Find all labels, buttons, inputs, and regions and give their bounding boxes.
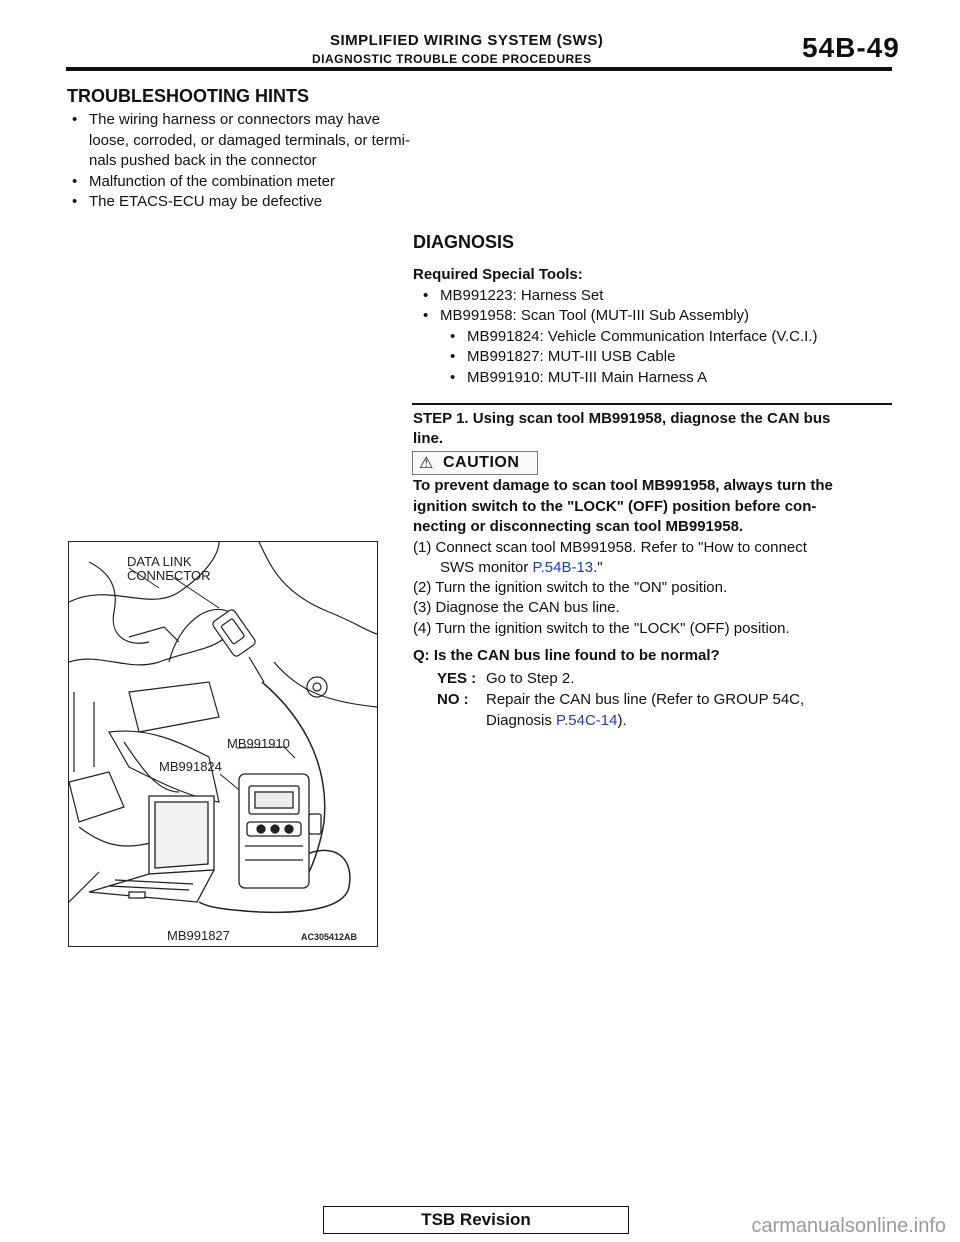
page-link-54b-13[interactable]: P.54B-13 xyxy=(532,559,594,576)
tool-text: MB991958: Scan Tool (MUT-III Sub Assembly) xyxy=(440,307,750,324)
bullet-icon: • xyxy=(423,307,429,324)
yes-text: Go to Step 2. xyxy=(486,670,575,687)
vci-unit xyxy=(239,774,321,888)
question: Q: Is the CAN bus line found to be normal? xyxy=(413,647,720,664)
caution-line: To prevent damage to scan tool MB991958, always turn the xyxy=(413,477,833,494)
dlc-connector xyxy=(211,608,264,682)
hint-item xyxy=(72,172,335,193)
page-link-54c-14[interactable]: P.54C-14 xyxy=(556,712,618,729)
hint-item xyxy=(72,110,410,172)
label-mb991910: MB991910 xyxy=(227,736,290,751)
bullet-icon: • xyxy=(423,287,429,304)
hint-line: nals pushed back in the connector xyxy=(89,152,317,169)
dashboard-lines xyxy=(69,542,377,902)
tsb-revision-box xyxy=(323,1206,629,1234)
yes-label: YES : xyxy=(437,670,477,687)
figure-code: AC305412AB xyxy=(301,932,358,942)
hint-line: The ETACS-ECU may be defective xyxy=(89,193,323,210)
subtool-item xyxy=(450,347,676,368)
instruction-2: (2) Turn the ignition switch to the "ON" position. xyxy=(413,579,728,596)
troubleshooting-heading: TROUBLESHOOTING HINTS xyxy=(67,86,309,106)
header-rule xyxy=(66,67,892,71)
instruction-4: (4) Turn the ignition switch to the "LOCK" (OFF) position. xyxy=(413,620,790,637)
instruction-3: (3) Diagnose the CAN bus line. xyxy=(413,599,620,616)
tool-item xyxy=(423,306,750,327)
label-mb991827: MB991827 xyxy=(167,928,230,943)
warning-icon: ⚠ xyxy=(419,455,434,472)
bullet-icon: • xyxy=(72,193,78,210)
no-text: ). xyxy=(617,712,627,729)
diagnosis-heading: DIAGNOSIS xyxy=(413,232,515,252)
section-subtitle: DIAGNOSTIC TROUBLE CODE PROCEDURES xyxy=(312,52,592,66)
connection-diagram xyxy=(68,541,378,947)
instruction-text: ." xyxy=(593,559,603,576)
caution-label: CAUTION xyxy=(443,454,520,471)
subtool-item xyxy=(450,368,708,389)
label-data-link: DATA LINK xyxy=(127,554,192,569)
no-text: Diagnosis xyxy=(486,712,557,729)
bullet-icon: • xyxy=(450,328,456,345)
hint-item xyxy=(72,192,323,213)
bullet-icon: • xyxy=(72,111,78,128)
bullet-icon: • xyxy=(450,348,456,365)
instruction-1: (1) Connect scan tool MB991958. Refer to "How to connect xyxy=(413,539,807,556)
page-code: 54B-49 xyxy=(802,32,900,63)
tsb-revision-label: TSB Revision xyxy=(421,1210,531,1229)
bullet-icon: • xyxy=(72,173,78,190)
no-label: NO : xyxy=(437,691,469,708)
tools-label: Required Special Tools: xyxy=(413,266,583,283)
subtool-item xyxy=(450,327,818,348)
tool-text: MB991910: MUT-III Main Harness A xyxy=(467,369,708,386)
watermark: carmanualsonline.info xyxy=(751,1215,946,1237)
section-title: SIMPLIFIED WIRING SYSTEM (SWS) xyxy=(330,32,604,49)
no-text: Repair the CAN bus line (Refer to GROUP 54C, xyxy=(486,691,805,708)
caution-line: necting or disconnecting scan tool MB991958. xyxy=(413,518,744,535)
tool-text: MB991827: MUT-III USB Cable xyxy=(467,348,676,365)
hint-line: Malfunction of the combination meter xyxy=(89,173,335,190)
instruction-1-cont xyxy=(440,558,603,579)
step-title-line: line. xyxy=(413,430,444,447)
tool-item xyxy=(423,286,604,307)
tool-text: MB991824: Vehicle Communication Interface (V.C.I.) xyxy=(467,328,818,345)
instruction-text: SWS monitor xyxy=(440,559,533,576)
step-title-line: STEP 1. Using scan tool MB991958, diagnose the CAN bus xyxy=(413,410,831,427)
label-mb991824: MB991824 xyxy=(159,759,222,774)
hint-line: loose, corroded, or damaged terminals, or termi- xyxy=(89,131,410,149)
caution-line: ignition switch to the "LOCK" (OFF) position before con- xyxy=(413,498,817,515)
hint-line: The wiring harness or connectors may have xyxy=(89,111,380,128)
no-text-cont xyxy=(486,711,627,732)
caution-badge xyxy=(412,451,538,475)
tool-text: MB991223: Harness Set xyxy=(440,287,604,304)
label-connector: CONNECTOR xyxy=(127,568,211,583)
step-divider xyxy=(412,403,892,405)
diagram-illustration xyxy=(69,542,377,946)
bullet-icon: • xyxy=(450,369,456,386)
